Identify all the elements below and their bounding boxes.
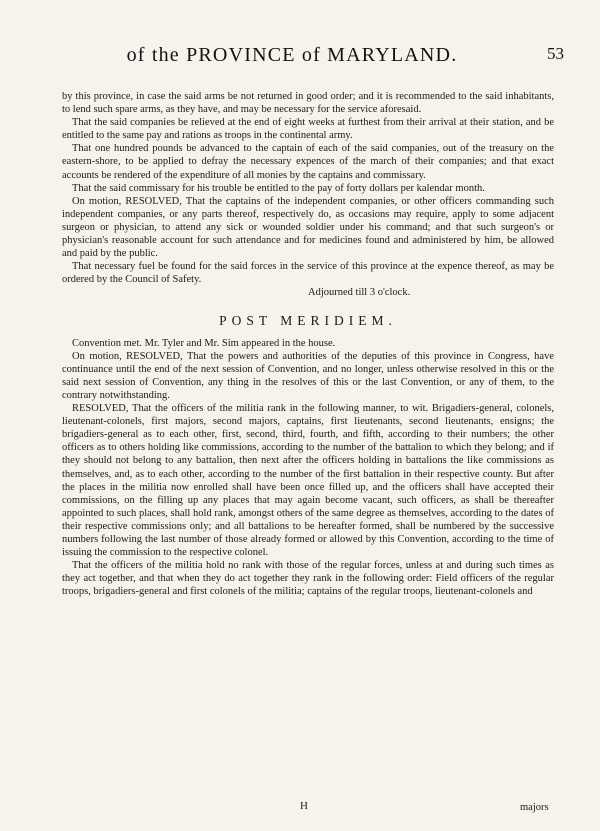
paragraph: That the said commissary for his trouble be entitled to the pay of forty dollars per kalendar month. [72, 182, 485, 194]
body-text [62, 90, 554, 598]
paragraph: That the officers of the militia hold no rank with those of the regular forces, unless at and during such times as they act together, and that when they do act together they rank in the following order: Field officers of the regular troops, brigadiers-general and first colonels of the militia; captains of the regular troops, lieutenant-colonels and [62, 560, 554, 598]
paragraph: That one hundred pounds be advanced to the captain of each of the said companies, out of the treasury on the eastern-shore, to be applied to defray the necessary expences of the march of their companies; and that exact accounts be rendered of the expenditure of all monies by the captains and commissary. [62, 143, 554, 181]
paragraph: On motion, RESOLVED, That the powers and authorities of the deputies of this province in Congress, have continuance until the end of the next session of Convention, and no longer, unless otherwise resolved in this or the said next session of Convention, any thing in the resolves of this or the last Convention, or any of them, to the contrary notwithstanding. [62, 350, 554, 401]
signature-mark: H [300, 800, 308, 812]
paragraph: by this province, in case the said arms be not returned in good order; and it is recommended to the said inhabitants, to lend such spare arms, as they have, and may be necessary for the service aforesaid. [62, 91, 554, 116]
paragraph: That necessary fuel be found for the said forces in the service of this province at the expence thereof, as may be ordered by the Council of Safety. [62, 261, 554, 286]
adjournment-line: Adjourned till 3 o'clock. [308, 287, 411, 299]
paragraph: Convention met. Mr. Tyler and Mr. Sim appeared in the house. [72, 337, 336, 349]
section-heading: POST MERIDIEM. [219, 312, 397, 328]
running-head [60, 44, 564, 70]
running-title: of the PROVINCE of MARYLAND. [126, 44, 458, 66]
paragraph: RESOLVED, That the officers of the militia rank in the following manner, to wit. Brigadiers-general, colonels, lieutenant-colonels, first majors, second majors, captains, first lieutenants, second lieutenants, ensigns; the brigadiers-general as to each other, first, second, third, fourth, and fifth, according to their numbers; the other officers as to others holding like commissions, according to the number of the battalion to which they belong; and if they should not belong to any battalion, then next after the officers holding in battalions the like commissions as themselves, and, as to each other, according to the number of the first battalion in their respective county. But after the places in the militia now enrolled shall have been once filled up, and the officers shall have accepted their commissions, on the filling up any places that may again become vacant, such officers, as shall be thereafter appointed to such places, shall hold rank, amongst others of the same degree as themselves, according to the dates of their respective commissions only; and all battalions to be hereafter formed, shall be numbered by the successive numbers following the last number of those already formed or allowed by this Convention, according to the time of issuing the commission to the respective colonel. [62, 403, 554, 559]
paragraph: That the said companies be relieved at the end of eight weeks at furthest from their arrival at their station, and be entitled to the same pay and rations as troops in the continental army. [62, 117, 554, 142]
paragraph: On motion, RESOLVED, That the captains of the independent companies, or other officers commanding such independent companies, or any parts thereof, respectively do, as occasions may require, apply to some adjacent surgeon or physician, to attend any sick or wounded soldier under his command; and that such surgeon's or physician's reasonable account for such attendance and for medicines found and administered by him, be allowed and paid by the public. [62, 195, 554, 260]
catchword: majors [520, 802, 549, 813]
page-number: 53 [547, 44, 564, 63]
